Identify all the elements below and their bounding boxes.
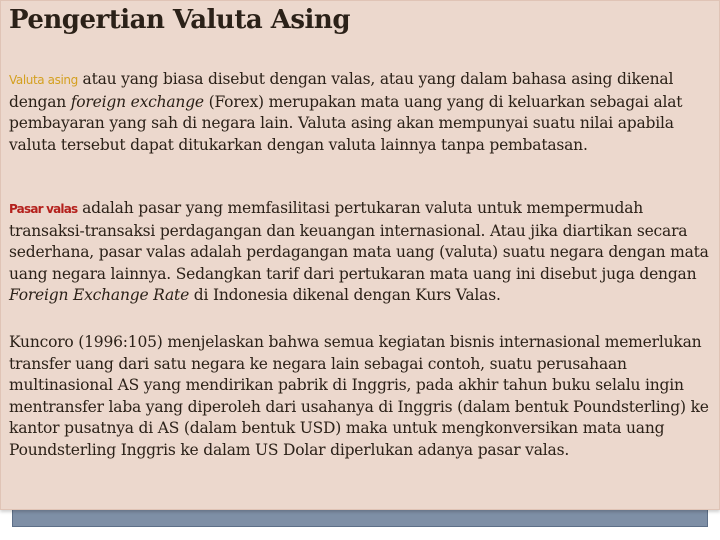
paragraph-text: atau yang biasa disebut dengan valas, atau yang dalam bahasa asing dikenal dengan <box>9 70 674 111</box>
paragraph-text: (Forex) merupakan mata uang yang di keluarkan sebagai alat pembayaran yang sah di negara lain. Valuta asing akan mempunyai suatu nilai apabila valuta tersebut dapat ditukarkan dengan valuta lainnya tanpa pembatasan. <box>9 92 683 154</box>
slide-title: Pengertian Valuta Asing <box>9 5 350 35</box>
italic-term-foreign-exchange: foreign exchange <box>70 92 204 111</box>
term-pasar-valas: Pasar valas <box>9 202 78 216</box>
italic-term-foreign-exchange-rate: Foreign Exchange Rate <box>9 286 190 304</box>
paragraph-text: adalah pasar yang memfasilitasi pertukaran valuta untuk mempermudah transaksi-transaksi perdagangan dan keuangan internasional. Atau jika diartikan secara sederhana, pasar valas adalah perdagangan mata uang (valuta) suatu negara dengan mata uang negara lainnya. Sedangkan tarif dari pertukaran mata uang ini disebut juga dengan <box>9 199 709 283</box>
paragraph-pasar-valas <box>9 198 713 307</box>
term-valuta-asing: Valuta asing <box>9 73 78 87</box>
paragraph-kuncoro: Kuncoro (1996:105) menjelaskan bahwa semua kegiatan bisnis internasional memerlukan transfer uang dari satu negara ke negara lain sebagai contoh, suatu perusahaan multinasional AS yang mendirikan pabrik di Inggris, pada akhir tahun buku selalu ingin mentransfer laba yang diperoleh dari usahanya di Inggris (dalam bentuk Poundsterling) ke kantor pusatnya di AS (dalam bentuk USD) maka untuk mengkonversikan mata uang Poundsterling Inggris ke dalam US Dolar diperlukan adanya pasar valas. <box>9 333 709 459</box>
paragraph-valuta-asing <box>9 69 713 156</box>
paragraph-text: di Indonesia dikenal dengan Kurs Valas. <box>189 286 501 304</box>
